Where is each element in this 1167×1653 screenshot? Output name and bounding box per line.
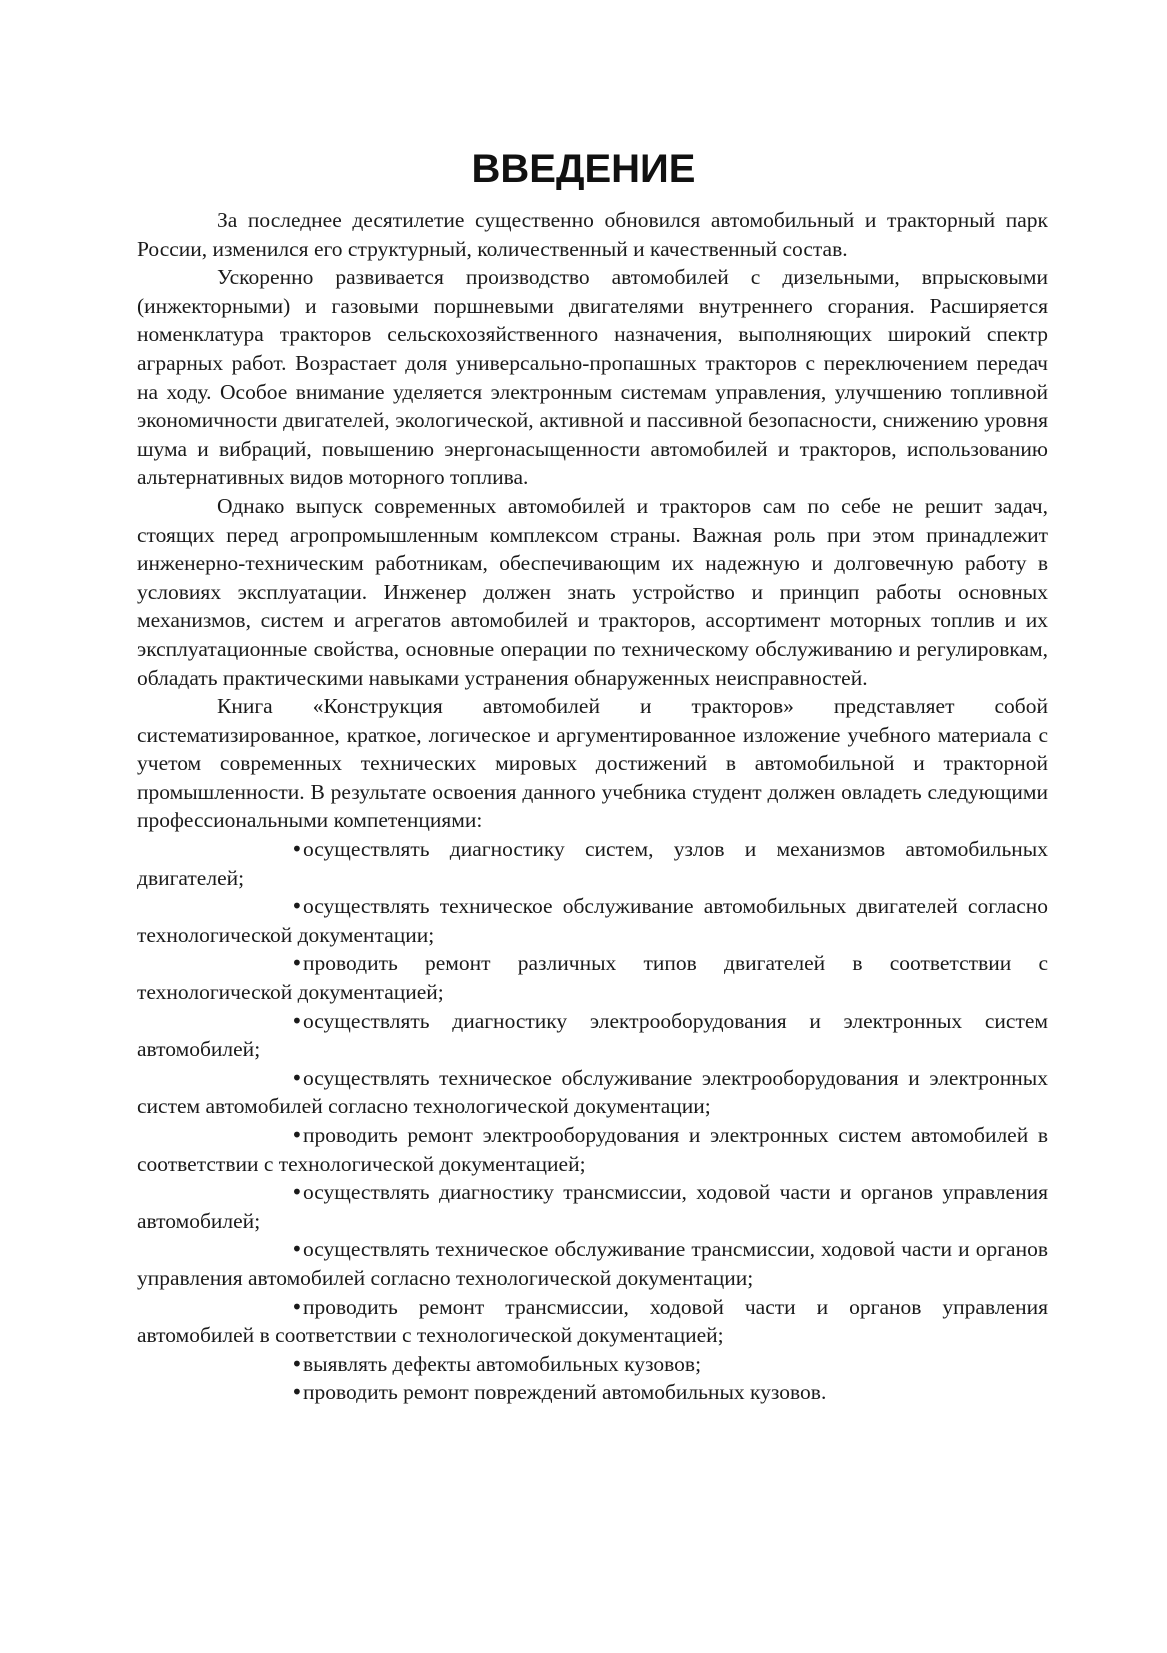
list-item: •осуществлять диагностику электрооборудования и электронных систем автомобилей; <box>137 1008 1048 1062</box>
list-item: •проводить ремонт различных типов двигателей в соответствии с технологической документацией; <box>137 951 1048 1005</box>
list-item-text: осуществлять диагностику трансмиссии, ходовой части и органов управления автомобилей; <box>137 1180 1048 1233</box>
list-item-text: осуществлять диагностику электрооборудования и электронных систем автомобилей; <box>137 1008 1048 1062</box>
list-item-text: проводить ремонт трансмиссии, ходовой части и органов управления автомобилей в соответствии с технологической документацией; <box>137 1294 1048 1348</box>
list-item: •осуществлять техническое обслуживание трансмиссии, ходовой части и органов управления автомобилей согласно технологической документации; <box>137 1237 1048 1290</box>
list-item: •проводить ремонт трансмиссии, ходовой части и органов управления автомобилей в соответствии с технологической документацией; <box>137 1294 1048 1348</box>
list-item: •проводить ремонт повреждений автомобильных кузовов. <box>291 1380 827 1405</box>
paragraph: Однако выпуск современных автомобилей и тракторов сам по себе не решит задач, стоящих перед агропромышленным комплексом страны. Важная роль при этом принадлежит инженерно-техническим работникам, обеспечивающим их надежную и долговечную работу в условиях эксплуатации. Инженер должен знать устройство и принцип работы основных механизмов, систем и агрегатов автомобилей и тракторов, ассортимент моторных топлив и их эксплуатационные свойства, основные операции по техническому обслуживанию и регулировкам, обладать практическими навыками устранения обнаруженных неисправностей. <box>137 493 1048 690</box>
list-item: •осуществлять техническое обслуживание электрооборудования и электронных систем автомобилей согласно технологической документации; <box>137 1065 1048 1119</box>
list-item-text: проводить ремонт повреждений автомобильных кузовов. <box>303 1380 827 1405</box>
paragraph: Ускоренно развивается производство автомобилей с дизельными, впрысковыми (инжекторными) и газовыми поршневыми двигателями внутреннего сгорания. Расширяется номенклатура тракторов сельскохозяйственного назначения, выполняющих широкий спектр аграрных работ. Возрастает доля универсально-пропашных тракторов с переключением передач на ходу. Особое внимание уделяется электронным системам управления, улучшению топливной экономичности двигателей, экологической, активной и пассивной безопасности, снижению уровня шума и вибраций, повышению энергонасыщенности автомобилей и тракторов, использованию альтернативных видов моторного топлива. <box>137 265 1048 490</box>
list-item-text: осуществлять техническое обслуживание электрооборудования и электронных систем автомобилей согласно технологической документации; <box>137 1065 1048 1119</box>
paragraph: За последнее десятилетие существенно обновился автомобильный и тракторный парк России, изменился его структурный, количественный и качественный состав. <box>137 208 1048 261</box>
paragraph: Книга «Конструкция автомобилей и тракторов» представляет собой систематизированное, краткое, логическое и аргументированное изложение учебного материала с учетом современных технических мировых достижений в автомобильной и тракторной промышленности. В результате освоения данного учебника студент должен овладеть следующими профессиональными компетенциями: <box>137 694 1048 833</box>
list-item: •осуществлять диагностику систем, узлов и механизмов автомобильных двигателей; <box>137 837 1048 890</box>
document-body <box>137 206 1048 1407</box>
list-item: •проводить ремонт электрооборудования и электронных систем автомобилей в соответствии с технологической документацией; <box>137 1123 1048 1176</box>
page-title: ВВЕДЕНИЕ <box>471 147 696 191</box>
list-item: •осуществлять техническое обслуживание автомобильных двигателей согласно технологической документации; <box>137 894 1048 947</box>
list-item-text: осуществлять техническое обслуживание автомобильных двигателей согласно технологической документации; <box>137 894 1048 947</box>
list-item-text: осуществлять техническое обслуживание трансмиссии, ходовой части и органов управления автомобилей согласно технологической документации; <box>137 1237 1048 1290</box>
list-item-text: проводить ремонт различных типов двигателей в соответствии с технологической документацией; <box>137 951 1048 1005</box>
list-item: •выявлять дефекты автомобильных кузовов; <box>291 1351 702 1376</box>
list-item: •осуществлять диагностику трансмиссии, ходовой части и органов управления автомобилей; <box>137 1180 1048 1233</box>
list-item-text: проводить ремонт электрооборудования и электронных систем автомобилей в соответствии с технологической документацией; <box>137 1123 1048 1176</box>
competency-list <box>137 835 1048 1407</box>
list-item-text: выявлять дефекты автомобильных кузовов; <box>303 1351 702 1376</box>
list-item-text: осуществлять диагностику систем, узлов и механизмов автомобильных двигателей; <box>137 837 1048 890</box>
